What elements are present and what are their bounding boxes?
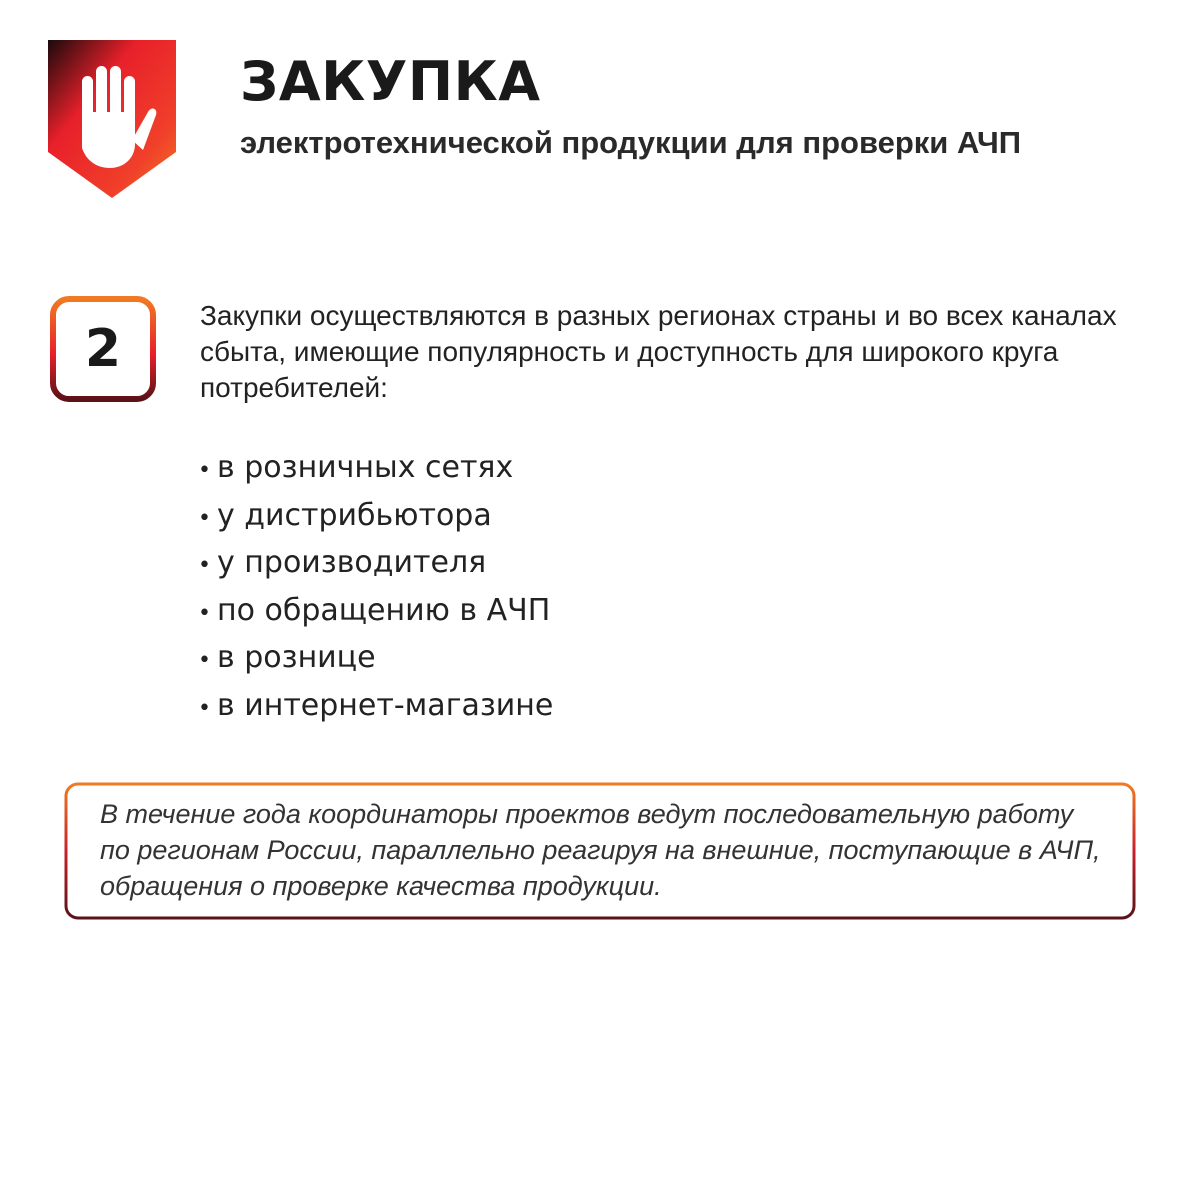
list-item-label: в розничных сетях: [217, 450, 514, 485]
page-subtitle: электротехнической продукции для проверки АЧП: [240, 125, 1022, 160]
list-item-label: в рознице: [217, 640, 376, 676]
list-item: [198, 684, 553, 732]
bullet-icon: •: [198, 458, 211, 483]
step-number: 2: [84, 319, 122, 379]
channel-list: [198, 446, 553, 732]
bullet-icon: •: [198, 505, 211, 531]
list-item: [198, 589, 553, 637]
step-description: Закупки осуществляются в разных регионах страны и во всех каналах сбыта, имеющие популярность и доступность для широкого круга потребителей:: [200, 300, 1117, 403]
list-item: [198, 494, 553, 542]
bullet-icon: •: [198, 553, 211, 579]
bullet-icon: •: [198, 648, 211, 674]
list-item-label: по обращению в АЧП: [217, 592, 551, 628]
list-item-label: у дистрибьютора: [217, 497, 492, 533]
list-item: [198, 636, 553, 684]
note-text: В течение года координаторы проектов ведут последовательную работу по регионам России, параллельно реагируя на внешние, поступающие в АЧП, обращения о проверке качества продукции.: [100, 799, 1101, 901]
bullet-icon: •: [198, 600, 211, 626]
list-item-label: у производителя: [217, 545, 487, 581]
list-item-label: в интернет-магазине: [217, 687, 554, 723]
stop-hand-shield-icon: [48, 40, 176, 198]
bullet-icon: •: [198, 695, 211, 721]
list-item: [198, 446, 553, 494]
page-title: ЗАКУПКА: [240, 50, 541, 113]
list-item: [198, 541, 553, 589]
